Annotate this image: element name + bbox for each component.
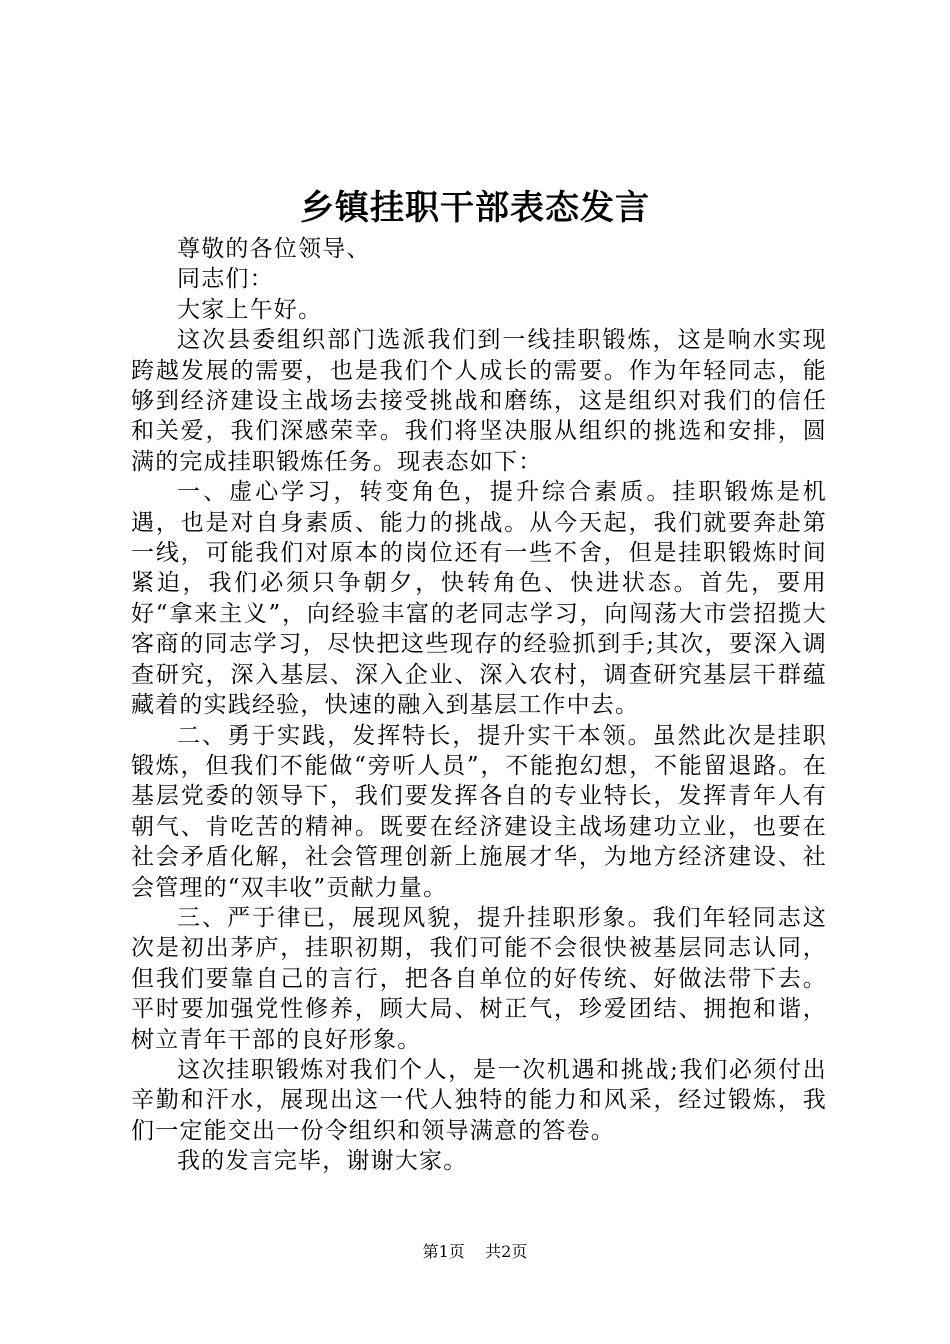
- document-body: [131, 234, 827, 1177]
- body-paragraph-point-3: 三、严于律已，展现风貌，提升挂职形象。我们年轻同志这次是初出茅庐，挂职初期，我们可能不会很快被基层同志认同，但我们要靠自己的言行，把各自单位的好传统、好做法带下去。平时要加强党性修养，顾大局、树正气，珍爱团结、拥抱和谐，树立青年干部的良好形象。: [131, 904, 827, 1053]
- body-paragraph-point-2: 二、勇于实践，发挥特长，提升实干本领。虽然此次是挂职锻炼，但我们不能做“旁听人员”，不能抱幻想，不能留退路。在基层党委的领导下，我们要发挥各自的专业特长，发挥青年人有朝气、肯吃苦的精神。既要在经济建设主战场建功立业，也要在社会矛盾化解，社会管理创新上施展才华，为地方经济建设、社会管理的“双丰收”贡献力量。: [131, 722, 827, 901]
- salutation-line-1: 尊敬的各位领导、: [177, 236, 371, 262]
- body-paragraph-intro: 这次县委组织部门选派我们到一线挂职锻炼，这是响水实现跨越发展的需要，也是我们个人成长的需要。作为年轻同志，能够到经济建设主战场去接受挑战和磨练，这是组织对我们的信任和关爱，我们深感荣幸。我们将坚决服从组织的挑选和安排，圆满的完成挂职锻炼任务。现表态如下：: [131, 327, 827, 475]
- greeting: 大家上午好。: [177, 296, 323, 323]
- page-footer: [0, 1240, 950, 1264]
- document-title: 乡镇挂职干部表态发言: [300, 188, 650, 228]
- body-paragraph-conclusion: 这次挂职锻炼对我们个人，是一次机遇和挑战;我们必须付出辛勤和汗水，展现出这一代人独特的能力和风采，经过锻炼，我们一定能交出一份令组织和领导满意的答卷。: [131, 1056, 827, 1144]
- page-number: 第1页: [422, 1242, 465, 1261]
- page-total: 共2页: [485, 1242, 528, 1261]
- salutation-line-2: 同志们：: [177, 266, 274, 293]
- body-paragraph-point-1: 一、虚心学习，转变角色，提升综合素质。挂职锻炼是机遇，也是对自身素质、能力的挑战。从今天起，我们就要奔赴第一线，可能我们对原本的岗位还有一些不舍，但是挂职锻炼时间紧迫，我们必须只争朝夕，快转角色、快进状态。首先，要用好“拿来主义”，向经验丰富的老同志学习，向闯荡大市尝招揽大客商的同志学习，尽快把这些现存的经验抓到手;其次，要深入调查研究，深入基层、深入企业、深入农村，调查研究基层干群蕴藏着的实践经验，快速的融入到基层工作中去。: [131, 479, 827, 719]
- closing-line: 我的发言完毕，谢谢大家。: [177, 1148, 468, 1175]
